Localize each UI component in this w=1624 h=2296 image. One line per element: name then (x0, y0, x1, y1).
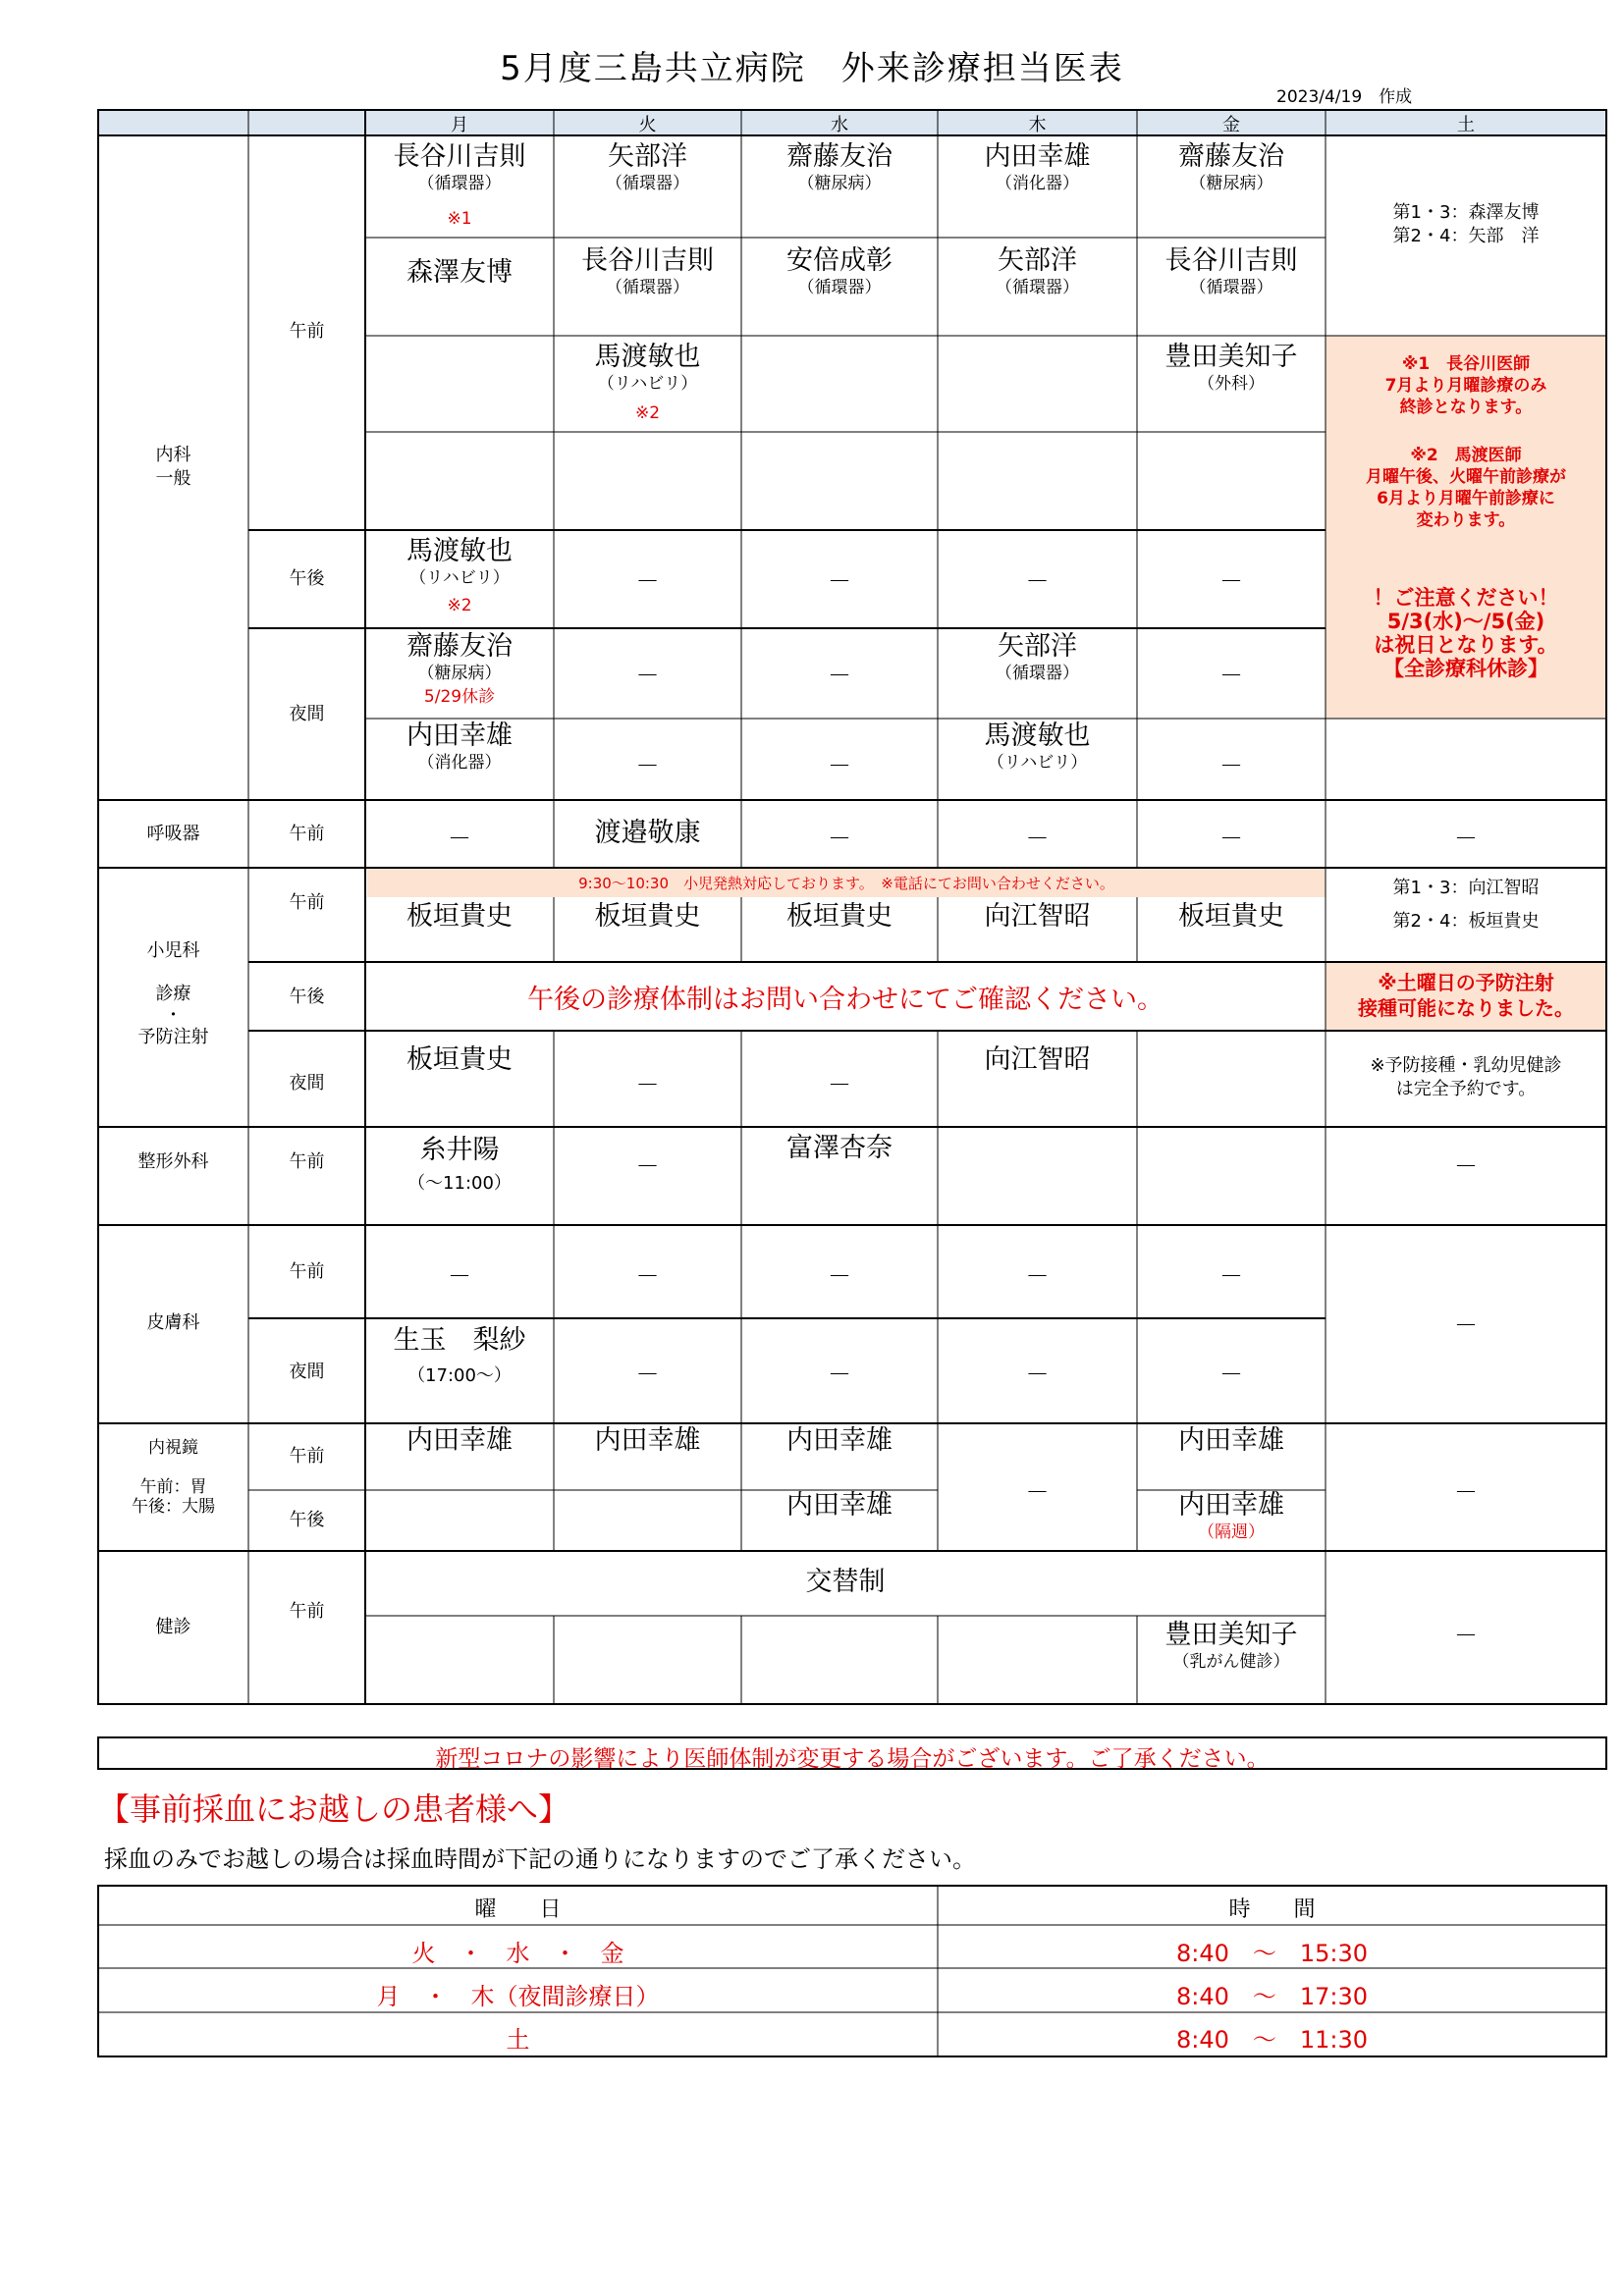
blood-heading: 【事前採血にお越しの患者様へ】 (98, 1790, 570, 1828)
hifu-night-fri: － (1219, 1361, 1243, 1388)
corona-notice: 新型コロナの影響により医師体制が変更する場合がございます。ご了承ください。 (435, 1746, 1270, 1772)
naika-pm-thu: － (1025, 567, 1050, 595)
slot-naishikyo-pm: 午後 (289, 1510, 325, 1530)
header-mon: 月 (451, 115, 468, 135)
hifu-night-tue: － (635, 1361, 660, 1388)
naika-night2-thu: 馬渡敏也 （リハビリ） (984, 721, 1091, 773)
slot-shonika-am: 午前 (289, 892, 325, 913)
note-holiday: ！ご注意ください！ 5/3(水)～/5(金) は祝日となります。 【全診療科休診】 (1373, 586, 1559, 680)
note-mawatari: ※2 馬渡医師 月曜午後、火曜午前診療が 6月より月曜午前診療に 変わります。 (1366, 446, 1566, 530)
blood-row-day-2: 月 ・ 木（夜間診療日） (376, 1983, 660, 2010)
naika-am1-mon: 長谷川吉則 （循環器） ※1 (393, 141, 526, 229)
kenshin-sat: － (1454, 1622, 1478, 1649)
naika-am2-thu: 矢部洋 （循環器） (996, 245, 1079, 297)
blood-row-time-2: 8:40 ～ 17:30 (1175, 1983, 1369, 2010)
header-wed: 水 (831, 115, 848, 135)
naika-pm-wed: － (828, 567, 851, 595)
naishikyo-am-fri: 内田幸雄 (1178, 1425, 1284, 1456)
naika-am2-wed: 安倍成彰 （循環器） (786, 245, 893, 297)
seikei-wed: 富澤杏奈 (786, 1133, 893, 1163)
naika-pm-mon: 馬渡敏也 （リハビリ） ※2 (406, 536, 513, 615)
seikei-mon: 糸井陽 （～11:00） (407, 1135, 512, 1194)
hifu-am-mon: － (448, 1262, 471, 1290)
naishikyo-thu: － (1025, 1478, 1050, 1506)
blood-col-time: 時 間 (1228, 1897, 1316, 1922)
hifu-am-tue: － (635, 1262, 660, 1290)
shonika-am-fri: 板垣貴史 (1178, 901, 1284, 932)
naika-pm-fri: － (1219, 567, 1243, 595)
shonika-night-tue: － (635, 1071, 660, 1098)
shonika-am-sat: 第1・3：向江智昭 第2・4：板垣貴史 (1392, 878, 1540, 932)
naika-am-sat: 第1・3：森澤友博 第2・4：矢部 洋 (1392, 202, 1540, 246)
dept-naika: 内科 一般 (155, 445, 191, 489)
slot-naika-am: 午前 (289, 321, 325, 342)
dept-kenshin: 健診 (155, 1617, 191, 1637)
fever-banner: 9:30～10:30 小児発熱対応しております。 ※電話にてお問い合わせください。 (578, 875, 1114, 892)
shonika-night-wed: － (828, 1071, 851, 1098)
header-tue: 火 (638, 115, 657, 135)
slot-shonika-night: 夜間 (289, 1073, 325, 1094)
shonika-pm-sat: ※土曜日の予防注射 接種可能になりました。 (1358, 971, 1574, 1020)
shonika-night-mon: 板垣貴史 (406, 1044, 513, 1075)
kokyuki-wed: － (828, 825, 851, 852)
hifu-am-wed: － (828, 1262, 851, 1290)
naishikyo-pm-fri: 内田幸雄 （隔週） (1178, 1490, 1284, 1542)
dept-hifu: 皮膚科 (146, 1312, 200, 1333)
kokyuki-sat: － (1454, 825, 1478, 852)
blood-row-day-1: 火 ・ 水 ・ 金 (411, 1940, 624, 1967)
naika-am1-fri: 齋藤友治 （糖尿病） (1178, 141, 1284, 193)
naika-am2-fri: 長谷川吉則 （循環器） (1164, 245, 1298, 297)
naika-night2-tue: － (635, 752, 660, 779)
hifu-night-wed: － (828, 1361, 851, 1388)
slot-hifu-am: 午前 (289, 1261, 325, 1282)
naika-am1-wed: 齋藤友治 （糖尿病） (786, 141, 893, 193)
blood-row-day-3: 土 (506, 2026, 530, 2054)
dept-seikei: 整形外科 (137, 1151, 209, 1172)
seikei-tue: － (635, 1152, 660, 1180)
dept-naishikyo: 内視鏡 午前：胃 午後：大腸 (132, 1438, 215, 1517)
naika-am3-tue: 馬渡敏也 （リハビリ） ※2 (594, 342, 701, 423)
blood-row-time-3: 8:40 ～ 11:30 (1175, 2026, 1369, 2054)
naika-am1-thu: 内田幸雄 （消化器） (984, 141, 1091, 193)
kenshin-fri: 豊田美知子 （乳がん健診） (1164, 1620, 1298, 1672)
created-date: 2023/4/19 作成 (1276, 87, 1413, 107)
shonika-am-mon: 板垣貴史 (406, 901, 513, 932)
kokyuki-mon: － (448, 825, 471, 852)
dept-shonika: 小児科 診療 ・ 予防注射 (137, 940, 209, 1047)
shonika-am-tue: 板垣貴史 (594, 901, 701, 932)
header-thu: 木 (1028, 115, 1047, 135)
slot-hifu-night: 夜間 (289, 1362, 325, 1382)
slot-kokyuki-am: 午前 (289, 824, 325, 844)
naika-night1-thu: 矢部洋 （循環器） (996, 631, 1079, 683)
blood-row-time-1: 8:40 ～ 15:30 (1175, 1940, 1369, 1967)
header-sat: 土 (1457, 115, 1475, 135)
naika-pm-tue: － (635, 567, 660, 595)
kenshin-rotation: 交替制 (805, 1567, 886, 1597)
kokyuki-thu: － (1025, 825, 1050, 852)
hifu-night-thu: － (1025, 1361, 1050, 1388)
naika-night1-fri: － (1219, 662, 1243, 689)
naika-night2-fri: － (1219, 752, 1243, 779)
naika-am2-tue: 長谷川吉則 （循環器） (581, 245, 714, 297)
naika-night2-wed: － (828, 752, 851, 779)
shonika-pm-notice: 午後の診療体制はお問い合わせにてご確認ください。 (527, 985, 1164, 1015)
naika-am1-tue: 矢部洋 （循環器） (606, 141, 689, 193)
hifu-am-fri: － (1219, 1262, 1243, 1290)
kokyuki-tue: 渡邉敬康 (594, 818, 701, 848)
naika-night2-mon: 内田幸雄 （消化器） (406, 721, 513, 773)
slot-kenshin-am: 午前 (289, 1601, 325, 1622)
header-fri: 金 (1222, 115, 1240, 135)
naishikyo-am-mon: 内田幸雄 (406, 1425, 513, 1456)
shonika-am-wed: 板垣貴史 (786, 901, 893, 932)
naika-night1-tue: － (635, 662, 660, 689)
hifu-sat: － (1454, 1311, 1478, 1339)
shonika-am-thu: 向江智昭 (984, 901, 1091, 932)
slot-seikei-am: 午前 (289, 1151, 325, 1172)
seikei-sat: － (1454, 1152, 1478, 1180)
naika-night1-wed: － (828, 662, 851, 689)
naishikyo-am-wed: 内田幸雄 (786, 1425, 893, 1456)
slot-shonika-pm: 午後 (289, 987, 325, 1007)
shonika-night-sat: ※予防接種・乳幼児健診 は完全予約です。 (1370, 1055, 1562, 1099)
hifu-night-mon: 生玉 梨紗 （17:00～） (393, 1325, 526, 1386)
naika-am2-mon: 森澤友博 (406, 257, 513, 288)
dept-kokyuki: 呼吸器 (146, 824, 200, 844)
naishikyo-am-tue: 内田幸雄 (594, 1425, 701, 1456)
naika-night1-mon: 齋藤友治 （糖尿病） 5/29休診 (406, 631, 513, 707)
blood-col-day: 曜 日 (474, 1897, 562, 1922)
page-title: 5月度三島共立病院 外来診療担当医表 (500, 49, 1124, 88)
kokyuki-fri: － (1219, 825, 1243, 852)
naishikyo-sat: － (1454, 1478, 1478, 1506)
naishikyo-pm-wed: 内田幸雄 (786, 1490, 893, 1521)
slot-naishikyo-am: 午前 (289, 1446, 325, 1467)
shonika-night-thu: 向江智昭 (984, 1044, 1091, 1075)
naika-am3-fri: 豊田美知子 （外科） (1164, 342, 1298, 394)
hifu-am-thu: － (1025, 1262, 1050, 1290)
blood-intro: 採血のみでお越しの場合は採血時間が下記の通りになりますのでご了承ください。 (104, 1845, 976, 1873)
note-hasegawa: ※1 長谷川医師 7月より月曜診療のみ 終診となります。 (1384, 354, 1547, 417)
slot-naika-pm: 午後 (289, 568, 325, 589)
slot-naika-night: 夜間 (289, 704, 325, 724)
